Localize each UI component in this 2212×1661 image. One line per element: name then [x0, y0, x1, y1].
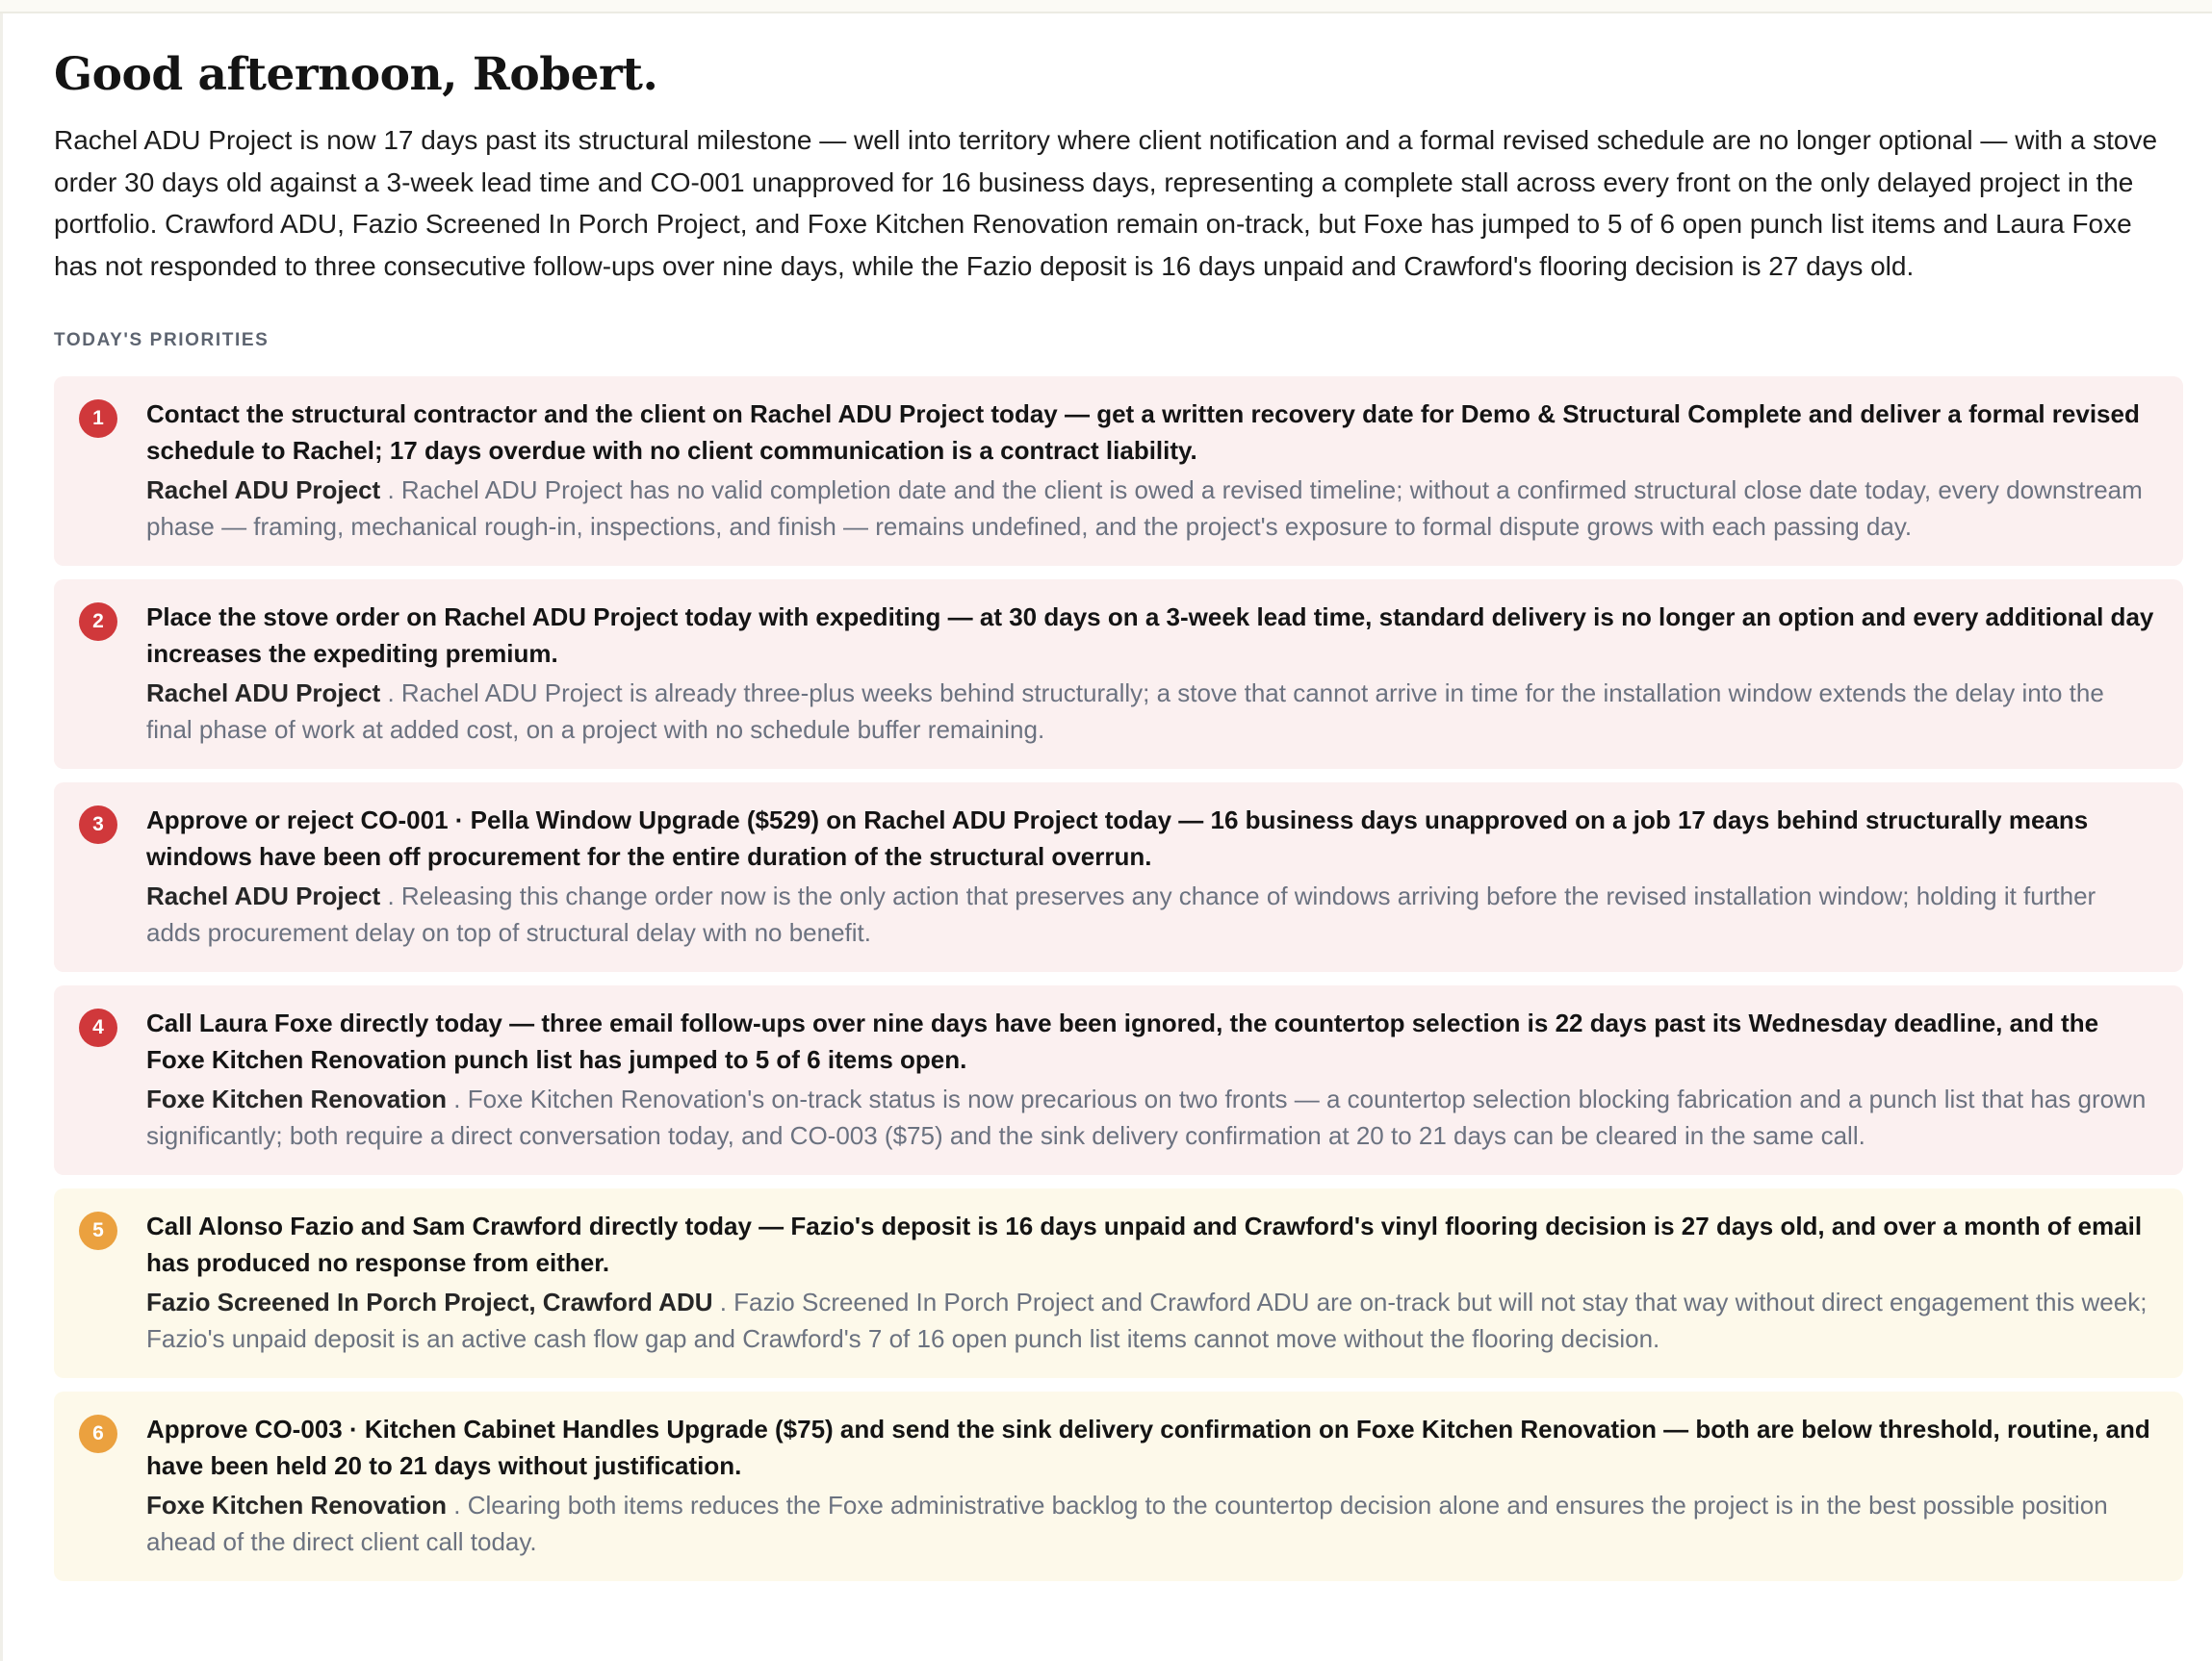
priority-item-3[interactable] — [54, 782, 2183, 972]
priority-detail: Fazio Screened In Porch Project and Crawford ADU are on-track but will not stay that way without direct engagement this week; Fazio's unpaid deposit is an active cash flow gap and Crawford's 7 of 16 open punch list items cannot move without the flooring decision. — [146, 1288, 2148, 1353]
separator: . — [712, 1288, 734, 1316]
separator: . — [447, 1491, 468, 1520]
priority-title: Place the stove order on Rachel ADU Project today with expediting — at 30 days on a 3-week lead time, standard delivery is no longer an option and every additional day increases the expediting premium. — [146, 602, 2154, 668]
priority-title: Contact the structural contractor and the client on Rachel ADU Project today — get a written recovery date for Demo & Structural Complete and deliver a formal revised schedule to Rachel; 17 days overdue with no client communication is a contract liability. — [146, 399, 2140, 465]
priority-number-badge: 6 — [79, 1415, 117, 1453]
priority-item-6[interactable] — [54, 1392, 2183, 1581]
priority-number-badge: 5 — [79, 1212, 117, 1250]
priority-title: Call Laura Foxe directly today — three email follow-ups over nine days have been ignored, the countertop selection is 22 days past its Wednesday deadline, and the Foxe Kitchen Renovation punch list has jumped to 5 of 6 items open. — [146, 1009, 2099, 1074]
priority-number-badge: 1 — [79, 399, 117, 438]
separator: . — [380, 475, 401, 504]
priority-title: Approve or reject CO-001 · Pella Window Upgrade ($529) on Rachel ADU Project today — 16 business days unapproved on a job 17 days behind structurally means windows have been off procurement for the entire duration of the structural overrun. — [146, 805, 2089, 871]
priority-title: Call Alonso Fazio and Sam Crawford directly today — Fazio's deposit is 16 days unpaid and Crawford's vinyl flooring decision is 27 days old, and over a month of email has produced no response from either. — [146, 1212, 2143, 1277]
priority-number-badge: 3 — [79, 805, 117, 844]
priority-item-4[interactable] — [54, 985, 2183, 1175]
separator: . — [447, 1085, 468, 1113]
priority-detail: Rachel ADU Project has no valid completion date and the client is owed a revised timeline; without a confirmed structural close date today, every downstream phase — framing, mechanical rough-in, inspections, and finish — remains undefined, and the project's exposure to formal dispute grows with each passing day. — [146, 475, 2143, 541]
project-name[interactable]: Rachel ADU Project — [146, 882, 381, 910]
project-name[interactable]: Foxe Kitchen Renovation — [146, 1085, 448, 1113]
priority-body — [146, 676, 2156, 748]
top-toolbar-strip — [0, 0, 2212, 13]
priority-body — [146, 1488, 2156, 1560]
project-name[interactable]: Rachel ADU Project — [146, 678, 381, 707]
priority-title: Approve CO-003 · Kitchen Cabinet Handles Upgrade ($75) and send the sink delivery confirmation on Foxe Kitchen Renovation — both are below threshold, routine, and have been held 20 to 21 days without justification. — [146, 1415, 2150, 1480]
priority-body — [146, 879, 2156, 951]
left-divider — [0, 13, 3, 1661]
priority-body — [146, 1285, 2156, 1357]
dashboard-briefing — [54, 46, 2183, 1595]
priority-detail: Releasing this change order now is the only action that preserves any chance of windows arriving before the revised installation window; holding it further adds procurement delay on top of structural delay with no benefit. — [146, 882, 2096, 947]
separator: . — [380, 678, 401, 707]
priority-number-badge: 4 — [79, 1009, 117, 1047]
priorities-heading: TODAY'S PRIORITIES — [54, 330, 270, 350]
priority-number-badge: 2 — [79, 602, 117, 641]
priority-item-5[interactable] — [54, 1188, 2183, 1378]
separator: . — [380, 882, 401, 910]
priority-item-1[interactable] — [54, 376, 2183, 566]
priority-detail: Rachel ADU Project is already three-plus weeks behind structurally; a stove that cannot arrive in time for the installation window extends the delay into the final phase of work at added cost, on a project with no schedule buffer remaining. — [146, 678, 2104, 744]
portfolio-summary: Rachel ADU Project is now 17 days past its structural milestone — well into territory where client notification and a formal revised schedule are no longer optional — with a stove order 30 days old against a 3-week lead time and CO-001 unapproved for 16 business days, representing a complete stall across every front on the only delayed project in the portfolio. Crawford ADU, Fazio Screened In Porch Project, and Foxe Kitchen Renovation remain on-track, but Foxe has jumped to 5 of 6 open punch list items and Laura Foxe has not responded to three consecutive follow-ups over nine days, while the Fazio deposit is 16 days unpaid and Crawford's flooring decision is 27 days old. — [54, 125, 2158, 281]
project-name[interactable]: Rachel ADU Project — [146, 475, 381, 504]
priority-detail: Foxe Kitchen Renovation's on-track status is now precarious on two fronts — a countertop selection blocking fabrication and a punch list that has grown significantly; both require a direct conversation today, and CO-003 ($75) and the sink delivery confirmation at 20 to 21 days can be cleared in the same call. — [146, 1085, 2147, 1150]
project-name[interactable]: Foxe Kitchen Renovation — [146, 1491, 448, 1520]
priority-body — [146, 473, 2156, 545]
priority-body — [146, 1082, 2156, 1154]
priority-item-2[interactable] — [54, 579, 2183, 769]
priority-list — [54, 376, 2183, 1581]
project-name[interactable]: Fazio Screened In Porch Project, Crawford ADU — [146, 1288, 713, 1316]
page-title: Good afternoon, Robert. — [54, 48, 658, 101]
priority-detail: Clearing both items reduces the Foxe administrative backlog to the countertop decision alone and ensures the project is in the best possible position ahead of the direct client call today. — [146, 1491, 2108, 1556]
